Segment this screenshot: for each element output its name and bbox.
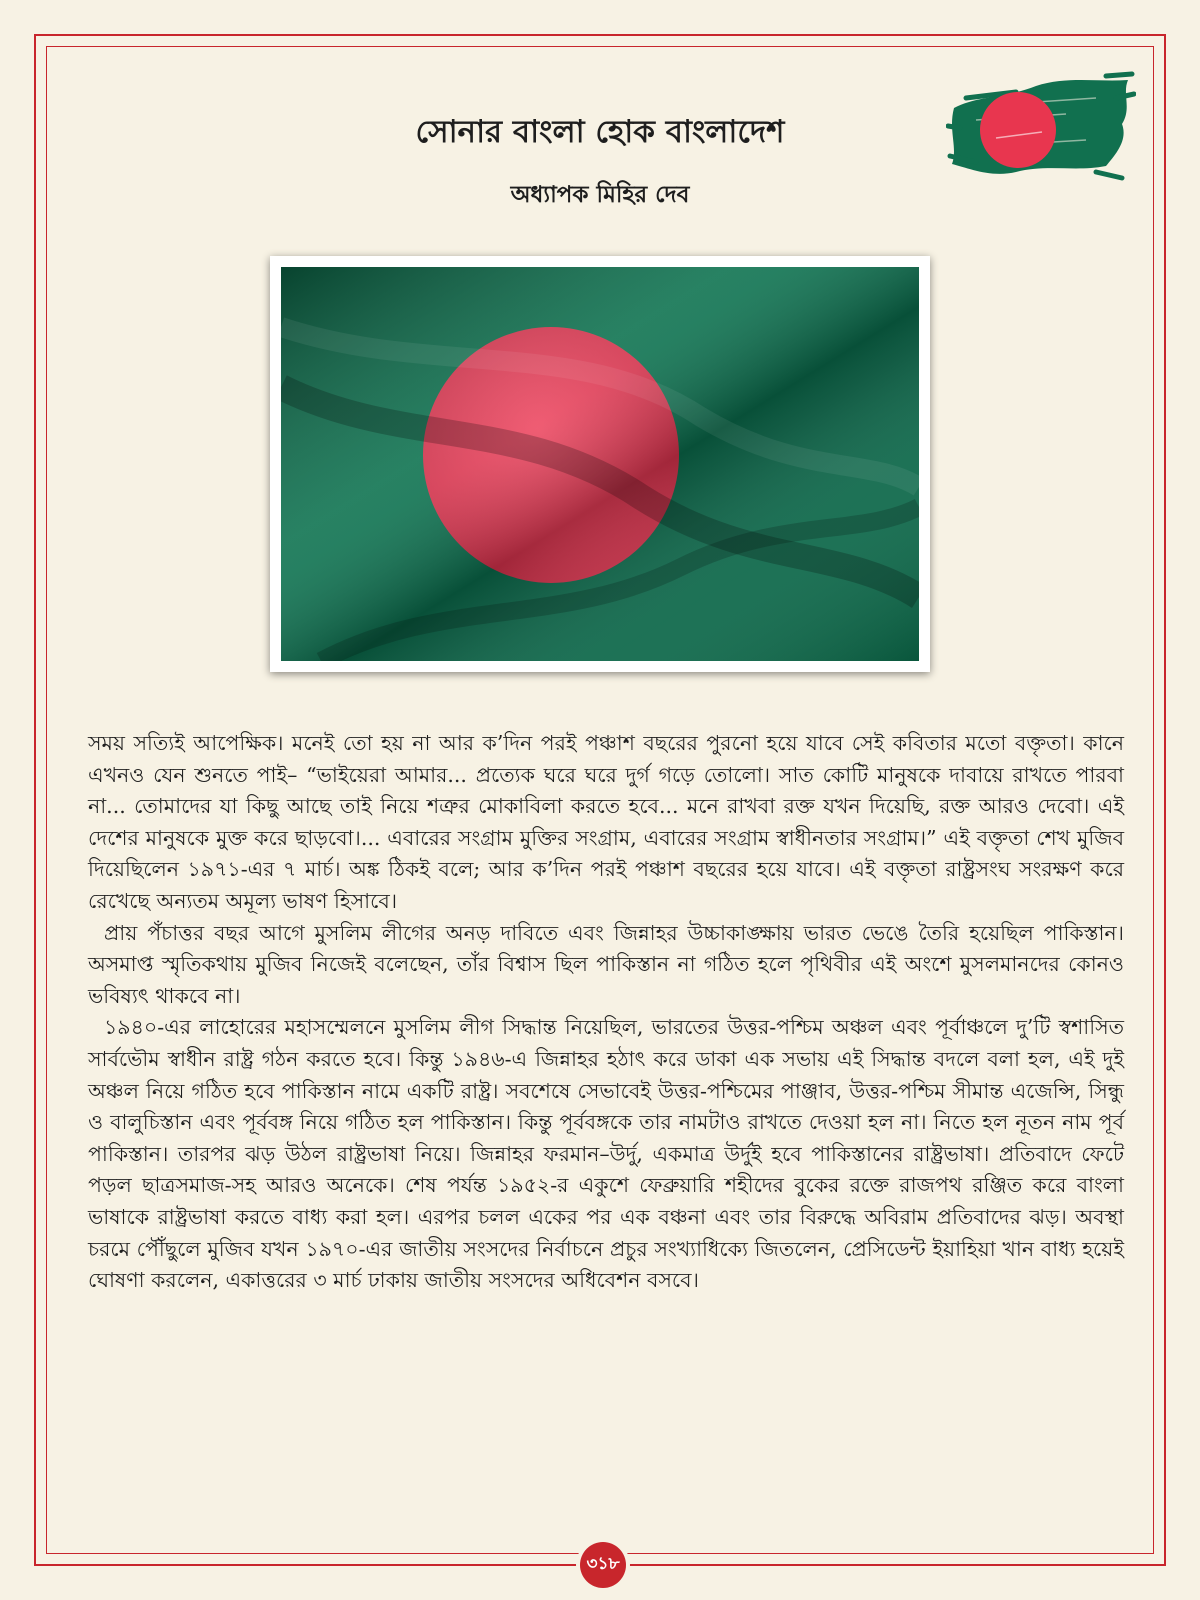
paragraph-2: প্রায় পঁচাত্তর বছর আগে মুসলিম লীগের অনড় দাবিতে এবং জিন্নাহর উচ্চাকাঙ্ক্ষায় ভারত ভেঙে তৈরি হয়েছিল পাকিস্তান। অসমাপ্ত স্মৃতিকথায় মুজিব নিজেই বলেছেন, তাঁর বিশ্বাস ছিল পাকিস্তান না গঠিত হলে পৃথিবীর এই অংশে মুসলমানদের কোনও ভবিষ্যৎ থাকবে না। (88, 920, 1124, 1008)
flag-photo-frame (270, 256, 930, 672)
article-body (88, 728, 1124, 1297)
bangladesh-flag-photo (281, 267, 919, 661)
article-author: অধ্যাপক মিহির দেব (510, 181, 690, 208)
paragraph-3: ১৯৪০-এর লাহোরের মহাসম্মেলনে মুসলিম লীগ সিদ্ধান্ত নিয়েছিল, ভারতের উত্তর-পশ্চিম অঞ্চল এবং পূর্বাঞ্চলে দু’টি স্বশাসিত সার্বভৌম স্বাধীন রাষ্ট্র গঠন করতে হবে। কিন্তু ১৯৪৬-এ জিন্নাহর হঠাৎ করে ডাকা এক সভায় এই সিদ্ধান্ত বদলে বলা হল, এই দুই অঞ্চল নিয়ে গঠিত হবে পাকিস্তান নামে একটি রাষ্ট্র। সবশেষে সেভাবেই উত্তর-পশ্চিমের পাঞ্জাব, উত্তর-পশ্চিম সীমান্ত এজেন্সি, সিন্ধু ও বালুচিস্তান এবং পূর্ববঙ্গ নিয়ে গঠিত হল পাকিস্তান। কিন্তু পূর্ববঙ্গকে তার নামটাও রাখতে দেওয়া হল না। নিতে হল নূতন নাম পূর্ব পাকিস্তান। তারপর ঝড় উঠল রাষ্ট্রভাষা নিয়ে। জিন্নাহর ফরমান–উর্দু, একমাত্র উর্দুই হবে পাকিস্তানের রাষ্ট্রভাষা। প্রতিবাদে ফেটে পড়ল ছাত্রসমাজ-সহ আরও অনেকে। শেষ পর্যন্ত ১৯৫২-র একুশে ফেব্রুয়ারি শহীদের বুকের রক্তে রাজপথ রঞ্জিত করে বাংলা ভাষাকে রাষ্ট্রভাষা করতে বাধ্য করা হল। এরপর চলল একের পর এক বঞ্চনা এবং তার বিরুদ্ধে অবিরাম প্রতিবাদের ঝড়। অবস্থা চরমে পৌঁছুলে মুজিব যখন ১৯৭০-এর জাতীয় সংসদের নির্বাচনে প্রচুর সংখ্যাধিক্যে জিতলেন, প্রেসিডেন্ট ইয়াহিয়া খান বাধ্য হয়েই ঘোষণা করলেন, একাত্তরের ৩ মার্চ ঢাকায় জাতীয় সংসদের অধিবেশন বসবে। (88, 1015, 1124, 1293)
paragraph-1: সময় সত্যিই আপেক্ষিক। মনেই তো হয় না আর ক’দিন পরই পঞ্চাশ বছরের পুরনো হয়ে যাবে সেই কবিতার মতো বক্তৃতা। কানে এখনও যেন শুনতে পাই– “ভাইয়েরা আমার... প্রত্যেক ঘরে ঘরে দুর্গ গড়ে তোলো। সাত কোটি মানুষকে দাবায়ে রাখতে পারবা না... তোমাদের যা কিছু আছে তাই নিয়ে শত্রুর মোকাবিলা করতে হবে... মনে রাখবা রক্ত যখন দিয়েছি, রক্ত আরও দেবো। এই দেশের মানুষকে মুক্ত করে ছাড়বো।... এবারের সংগ্রাম মুক্তির সংগ্রাম, এবারের সংগ্রাম স্বাধীনতার সংগ্রাম।” এই বক্তৃতা শেখ মুজিব দিয়েছিলেন ১৯৭১-এর ৭ মার্চ। অঙ্ক ঠিকই বলে; আর ক’দিন পরই পঞ্চাশ বছরের হয়ে যাবে। এই বক্তৃতা রাষ্ট্রসংঘ সংরক্ষণ করে রেখেছে অন্যতম অমূল্য ভাষণ হিসাবে। (88, 731, 1124, 913)
page-number-badge: ৩১৮ (580, 1542, 626, 1588)
article-title: সোনার বাংলা হোক বাংলাদেশ (415, 114, 785, 150)
